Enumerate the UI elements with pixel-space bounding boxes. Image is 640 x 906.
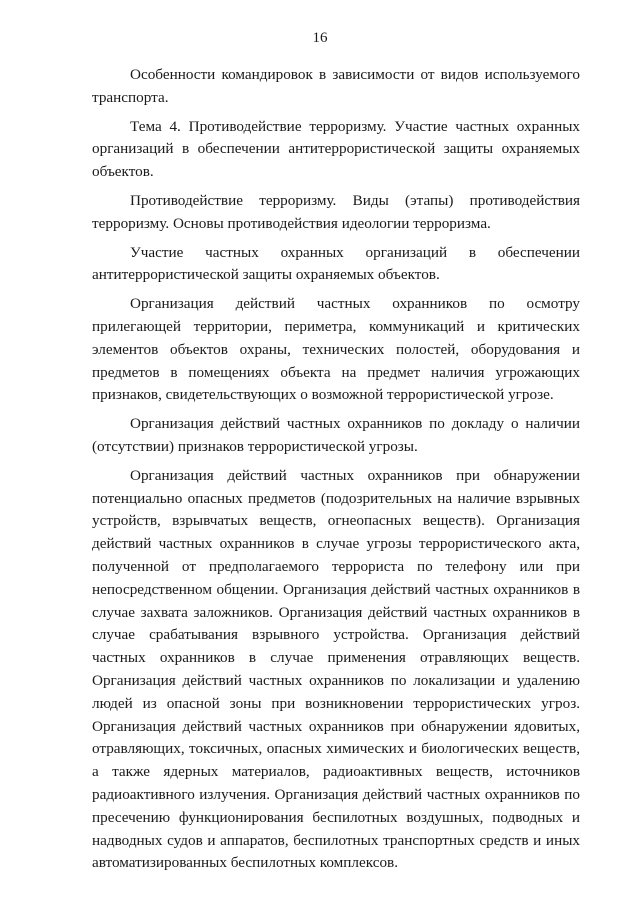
paragraph-topic-4-heading: Тема 4. Противодействие терроризму. Участие частных охранных организаций в обеспечении антитеррористической защиты охраняемых объектов. <box>92 117 580 181</box>
document-body <box>92 64 580 875</box>
paragraph-actions: Организация действий частных охранников при обнаружении потенциально опасных предметов (подозрительных на наличие взрывных устройств, взрывчатых веществ, огнеопасных веществ). Организация действий частных охранников в случае угрозы террористического акта, полученной от предполагаемого террориста по телефону или при непосредственном общении. Организация действий частных охранников в случае захвата заложников. Организация действий частных охранников в случае срабатывания взрывного устройства. Организация действий частных охранников в случае применения отравляющих веществ. Организация действий частных охранников по локализации и удалению людей из опасной зоны при возникновении террористических угроз. Организация действий частных охранников при обнаружении ядовитых, отравляющих, токсичных, опасных химических и биологических веществ, а также ядерных материалов, радиоактивных веществ, источников радиоактивного излучения. Организация действий частных охранников по пресечению функционирования беспилотных воздушных, подводных и надводных судов и аппаратов, беспилотных транспортных средств и иных автоматизированных беспилотных комплексов. <box>92 466 580 872</box>
page-number: 16 <box>312 30 328 46</box>
paragraph-reporting: Организация действий частных охранников по докладу о наличии (отсутствии) признаков террористической угрозы. <box>92 415 580 455</box>
paragraph-inspection: Организация действий частных охранников по осмотру прилегающей территории, периметра, коммуникаций и критических элементов объектов охраны, технических полостей, оборудования и предметов в помещениях объекта на предмет наличия угрожающих признаков, свидетельствующих о возможной террористической угрозе. <box>92 295 580 404</box>
paragraph-business-trips: Особенности командировок в зависимости от видов используемого транспорта. <box>92 66 580 106</box>
paragraph-participation: Участие частных охранных организаций в обеспечении антитеррористической защиты охраняемых объектов. <box>92 243 580 284</box>
paragraph-counter-terrorism: Противодействие терроризму. Виды (этапы) противодействия терроризму. Основы противодействия идеологии терроризма. <box>92 191 580 232</box>
